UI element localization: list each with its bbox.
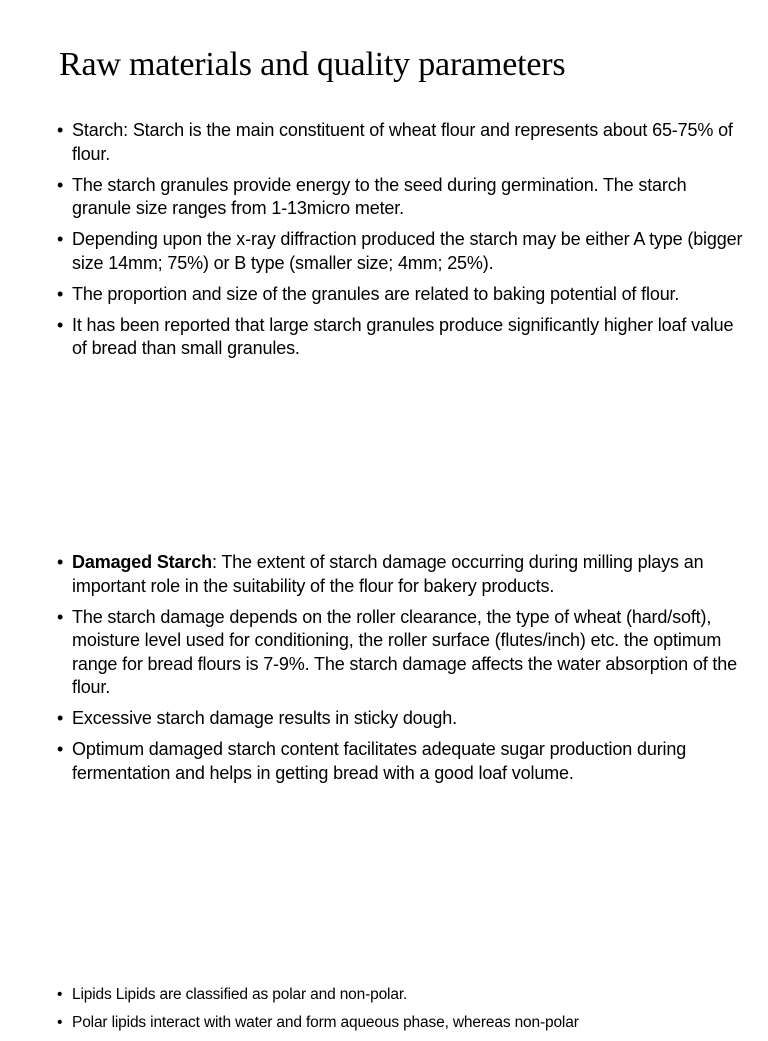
list-item <box>57 707 747 731</box>
bullet-icon: • <box>57 552 64 572</box>
starch-bullet-list <box>57 119 747 368</box>
bullet-icon: • <box>57 606 64 627</box>
bullet-icon: • <box>57 229 64 249</box>
list-item <box>57 314 747 361</box>
bullet-icon: • <box>57 1014 63 1031</box>
list-item <box>57 119 747 166</box>
bullet-icon: • <box>57 986 63 1003</box>
bullet-icon: • <box>57 739 64 759</box>
list-item <box>57 985 747 1005</box>
list-item <box>57 228 747 275</box>
bullet-term: Damaged Starch <box>72 552 212 572</box>
bullet-text: Excessive starch damage results in sticky dough. <box>72 708 457 728</box>
bullet-text: The starch damage depends on the roller clearance, the type of wheat (hard/soft), moisture level used for conditioning, the roller surface (flutes/inch) etc. the optimum range for bread flours is 7-9%. The starch damage affects the water absorption of the flour. <box>72 606 737 697</box>
bullet-text: Optimum damaged starch content facilitates adequate sugar production during fermentation and helps in getting bread with a good loaf volume. <box>72 739 687 783</box>
damaged-starch-bullet-list <box>57 551 747 793</box>
bullet-icon: • <box>57 708 64 728</box>
bullet-text: The proportion and size of the granules are related to baking potential of flour. <box>72 283 680 304</box>
bullet-text: Depending upon the x-ray diffraction produced the starch may be either A type (bigger size 14mm; 75%) or B type (smaller size; 4mm; 25%). <box>72 229 743 273</box>
bullet-text: Lipids Lipids are classified as polar and non-polar. <box>72 986 408 1003</box>
list-item <box>57 283 747 307</box>
bullet-icon: • <box>57 314 64 335</box>
bullet-text: Starch: Starch is the main constituent of wheat flour and represents about 65-75% of flour. <box>72 120 733 164</box>
bullet-text: It has been reported that large starch granules produce significantly higher loaf value of bread than small granules. <box>72 314 734 358</box>
list-item <box>57 738 747 785</box>
bullet-icon: • <box>57 174 64 195</box>
list-item <box>57 174 747 221</box>
bullet-text: Polar lipids interact with water and form aqueous phase, whereas non-polar <box>72 1014 579 1031</box>
bullet-text: The starch granules provide energy to the seed during germination. The starch granule size ranges from 1-13micro meter. <box>72 174 687 218</box>
page-title: Raw materials and quality parameters <box>59 46 566 83</box>
lipids-bullet-list <box>57 985 747 1041</box>
list-item <box>57 606 747 700</box>
bullet-text: : The extent of starch damage occurring during milling plays an important role in the suitability of the flour for bakery products. <box>72 552 704 596</box>
list-item <box>57 551 747 598</box>
bullet-icon: • <box>57 283 64 304</box>
list-item <box>57 1013 747 1033</box>
bullet-icon: • <box>57 120 64 140</box>
